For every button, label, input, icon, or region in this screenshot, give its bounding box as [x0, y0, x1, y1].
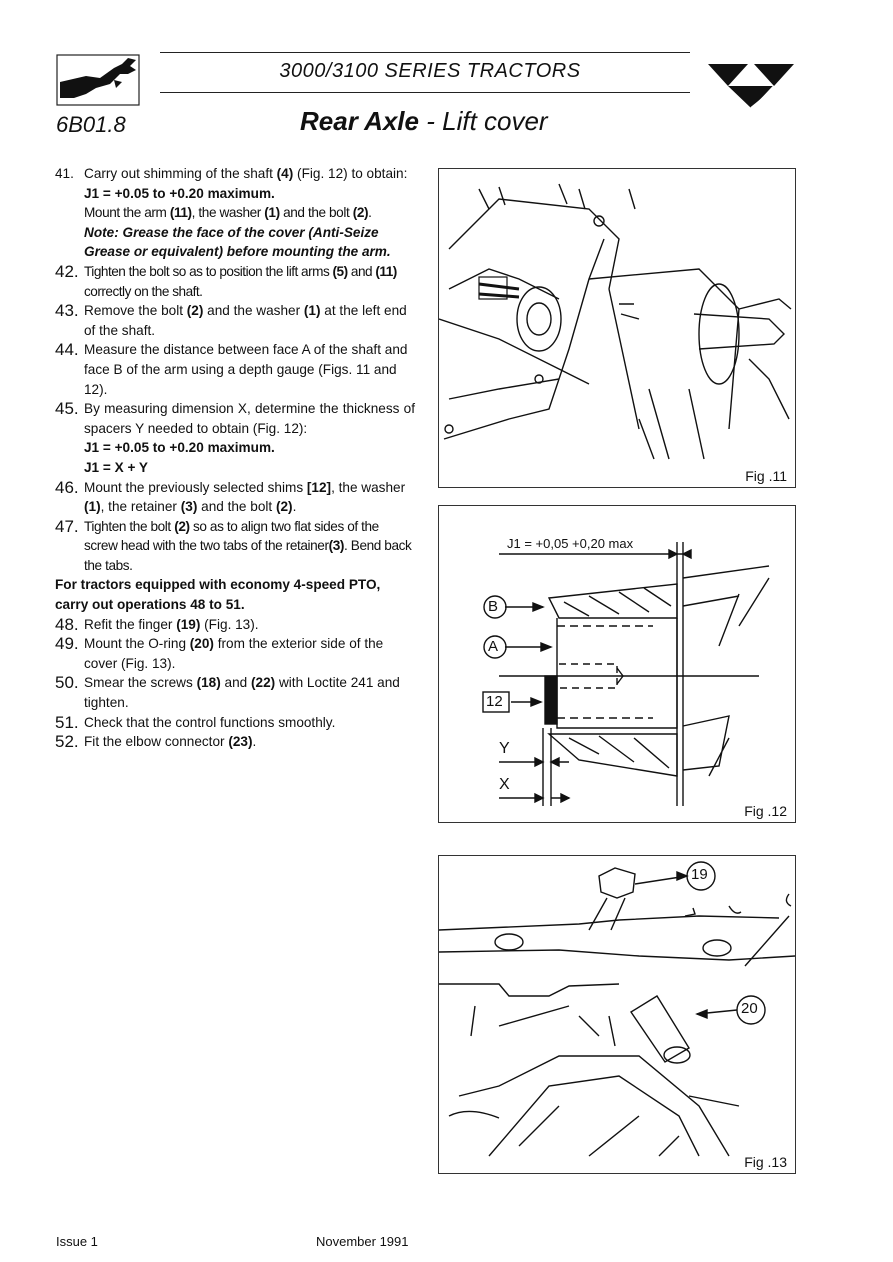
step-text [84, 203, 415, 223]
figure-13 [438, 855, 796, 1174]
tolerance: J1 = +0.05 to +0.20 maximum. [84, 440, 275, 456]
step-50 [55, 673, 415, 712]
ref: [12] [306, 479, 332, 495]
text-run: at the left end of the shaft. [84, 303, 407, 338]
step-46 [55, 478, 415, 517]
step-41 [55, 164, 415, 262]
step-number: 41. [55, 166, 74, 181]
step-number: 46. [55, 477, 79, 497]
ref: (11) [375, 263, 397, 279]
footer-date: November 1991 [316, 1234, 409, 1249]
text-run: and the bolt [197, 499, 276, 515]
grease-note: Note: Grease the face of the cover (Anti-Seize Grease or equivalent) before mounting the arm. [84, 224, 391, 260]
step-48 [55, 615, 415, 635]
footer-issue: Issue 1 [56, 1234, 98, 1249]
fig12-label-a: A [488, 638, 499, 655]
step-text [84, 517, 415, 576]
step-47 [55, 517, 415, 576]
text-run: Remove the bolt [84, 303, 187, 319]
step-text [84, 615, 415, 635]
text-run: Tighten the bolt so as to position the lift arms [84, 263, 333, 279]
title-bold: Rear Axle [300, 106, 419, 136]
step-51 [55, 713, 415, 733]
pto-note: For tractors equipped with economy 4-speed PTO, carry out operations 48 to 51. [55, 577, 381, 613]
ref: (11) [169, 205, 192, 221]
step-text: By measuring dimension X, determine the thickness of spacers Y needed to obtain (Fig. 12): [84, 401, 415, 436]
figure-11 [438, 168, 796, 488]
text-run: Mount the previously selected shims [84, 479, 307, 495]
series-title: 3000/3100 SERIES TRACTORS [279, 60, 581, 82]
step-43 [55, 301, 415, 340]
text-run: (Fig. 12) to obtain: [293, 166, 408, 181]
ref: (4) [276, 166, 294, 181]
brand-triangle-logo [706, 56, 800, 112]
step-number: 43. [55, 301, 79, 321]
ref: (1) [84, 499, 101, 515]
step-42 [55, 262, 415, 301]
step-44 [55, 340, 415, 399]
step-text [84, 673, 415, 712]
section-code: 6B01.8 [56, 112, 126, 137]
fig13-label-finger: 19 [691, 866, 708, 883]
step-text [84, 732, 415, 752]
fig11-drawing [439, 169, 795, 469]
step-text [84, 301, 415, 340]
text-run: , the retainer [100, 499, 181, 515]
text-run: . [292, 499, 297, 515]
procedure-steps [55, 164, 415, 752]
ref: (1) [303, 303, 321, 319]
ref: (22) [250, 675, 276, 691]
text-run: so as to align two flat sides of the screw head with the two tabs of the retainer [84, 518, 379, 554]
text-run: Refit the finger [84, 616, 177, 632]
wrench-hand-icon [56, 54, 140, 106]
text-run: . [252, 734, 257, 750]
fig13-label-oring: 20 [741, 1000, 758, 1017]
text-run: and the washer [203, 303, 304, 319]
ref: (1) [264, 205, 280, 221]
formula: J1 = X + Y [84, 459, 148, 475]
title-rest: - Lift cover [419, 106, 548, 136]
text-run: and [347, 263, 376, 279]
step-number: 47. [55, 516, 79, 536]
text-run: Fit the elbow connector [84, 734, 229, 750]
step-text: Check that the control functions smoothly. [84, 714, 336, 730]
step-49 [55, 634, 415, 673]
ref: (2) [275, 499, 293, 515]
text-run: , the washer [331, 479, 406, 495]
ref: (23) [228, 734, 253, 750]
page-title [300, 106, 548, 137]
fig12-dimension-label: J1 = +0,05 +0,20 max [507, 536, 634, 551]
fig11-caption: Fig .11 [745, 468, 787, 484]
fig12-label-b: B [488, 598, 499, 615]
step-text: Measure the distance between face A of the shaft and face B of the arm using a depth gauge (Figs. 11 and 12). [84, 342, 408, 397]
text-run: Tighten the bolt [84, 518, 175, 534]
ref: (2) [174, 518, 190, 534]
step-text [84, 478, 415, 517]
tolerance: J1 = +0.05 to +0.20 maximum. [84, 185, 275, 201]
header-rule-top [160, 52, 690, 53]
fig12-label-shim: 12 [486, 693, 503, 710]
ref: (3) [180, 499, 198, 515]
text-run: Mount the O-ring [84, 636, 190, 652]
text-run: Smear the screws [84, 675, 197, 691]
step-number: 52. [55, 732, 79, 752]
step-text [84, 262, 415, 301]
text-run: , the washer [191, 205, 265, 221]
text-run: correctly on the shaft. [84, 283, 203, 299]
text-run: from the exterior side of the cover (Fig. 13). [84, 636, 384, 671]
fig12-label-y: Y [499, 740, 510, 757]
fig13-caption: Fig .13 [744, 1154, 787, 1170]
ref: (2) [352, 205, 369, 221]
step-number: 49. [55, 634, 79, 654]
text-run: . Bend back the tabs. [84, 538, 412, 573]
step-number: 45. [55, 399, 79, 419]
ref: (2) [186, 303, 204, 319]
service-icon-box [56, 54, 140, 106]
step-45 [55, 399, 415, 477]
step-number: 48. [55, 614, 79, 634]
fig12-label-x: X [499, 776, 510, 793]
text-run: Carry out shimming of the shaft [84, 166, 277, 181]
ref: (19) [176, 616, 201, 632]
step-52 [55, 732, 415, 752]
step-number: 51. [55, 712, 79, 732]
ref: (18) [196, 675, 221, 691]
text-run: and [220, 675, 251, 691]
fig12-caption: Fig .12 [744, 803, 787, 819]
header-rule-bottom [160, 92, 690, 93]
ref: (5) [332, 263, 348, 279]
step-number: 50. [55, 673, 79, 693]
text-run: with Loctite 241 and tighten. [84, 675, 400, 711]
fig12-drawing [439, 506, 795, 806]
step-text [84, 634, 415, 673]
ref: (3) [328, 538, 345, 554]
ref: (20) [189, 636, 214, 652]
step-text [84, 164, 415, 184]
text-run: (Fig. 13). [200, 616, 259, 632]
text-run: and the bolt [279, 205, 353, 221]
figure-12 [438, 505, 796, 823]
text-run: . [368, 205, 372, 221]
step-number: 44. [55, 340, 79, 360]
step-number: 42. [55, 261, 79, 281]
text-run: Mount the arm [84, 205, 170, 221]
